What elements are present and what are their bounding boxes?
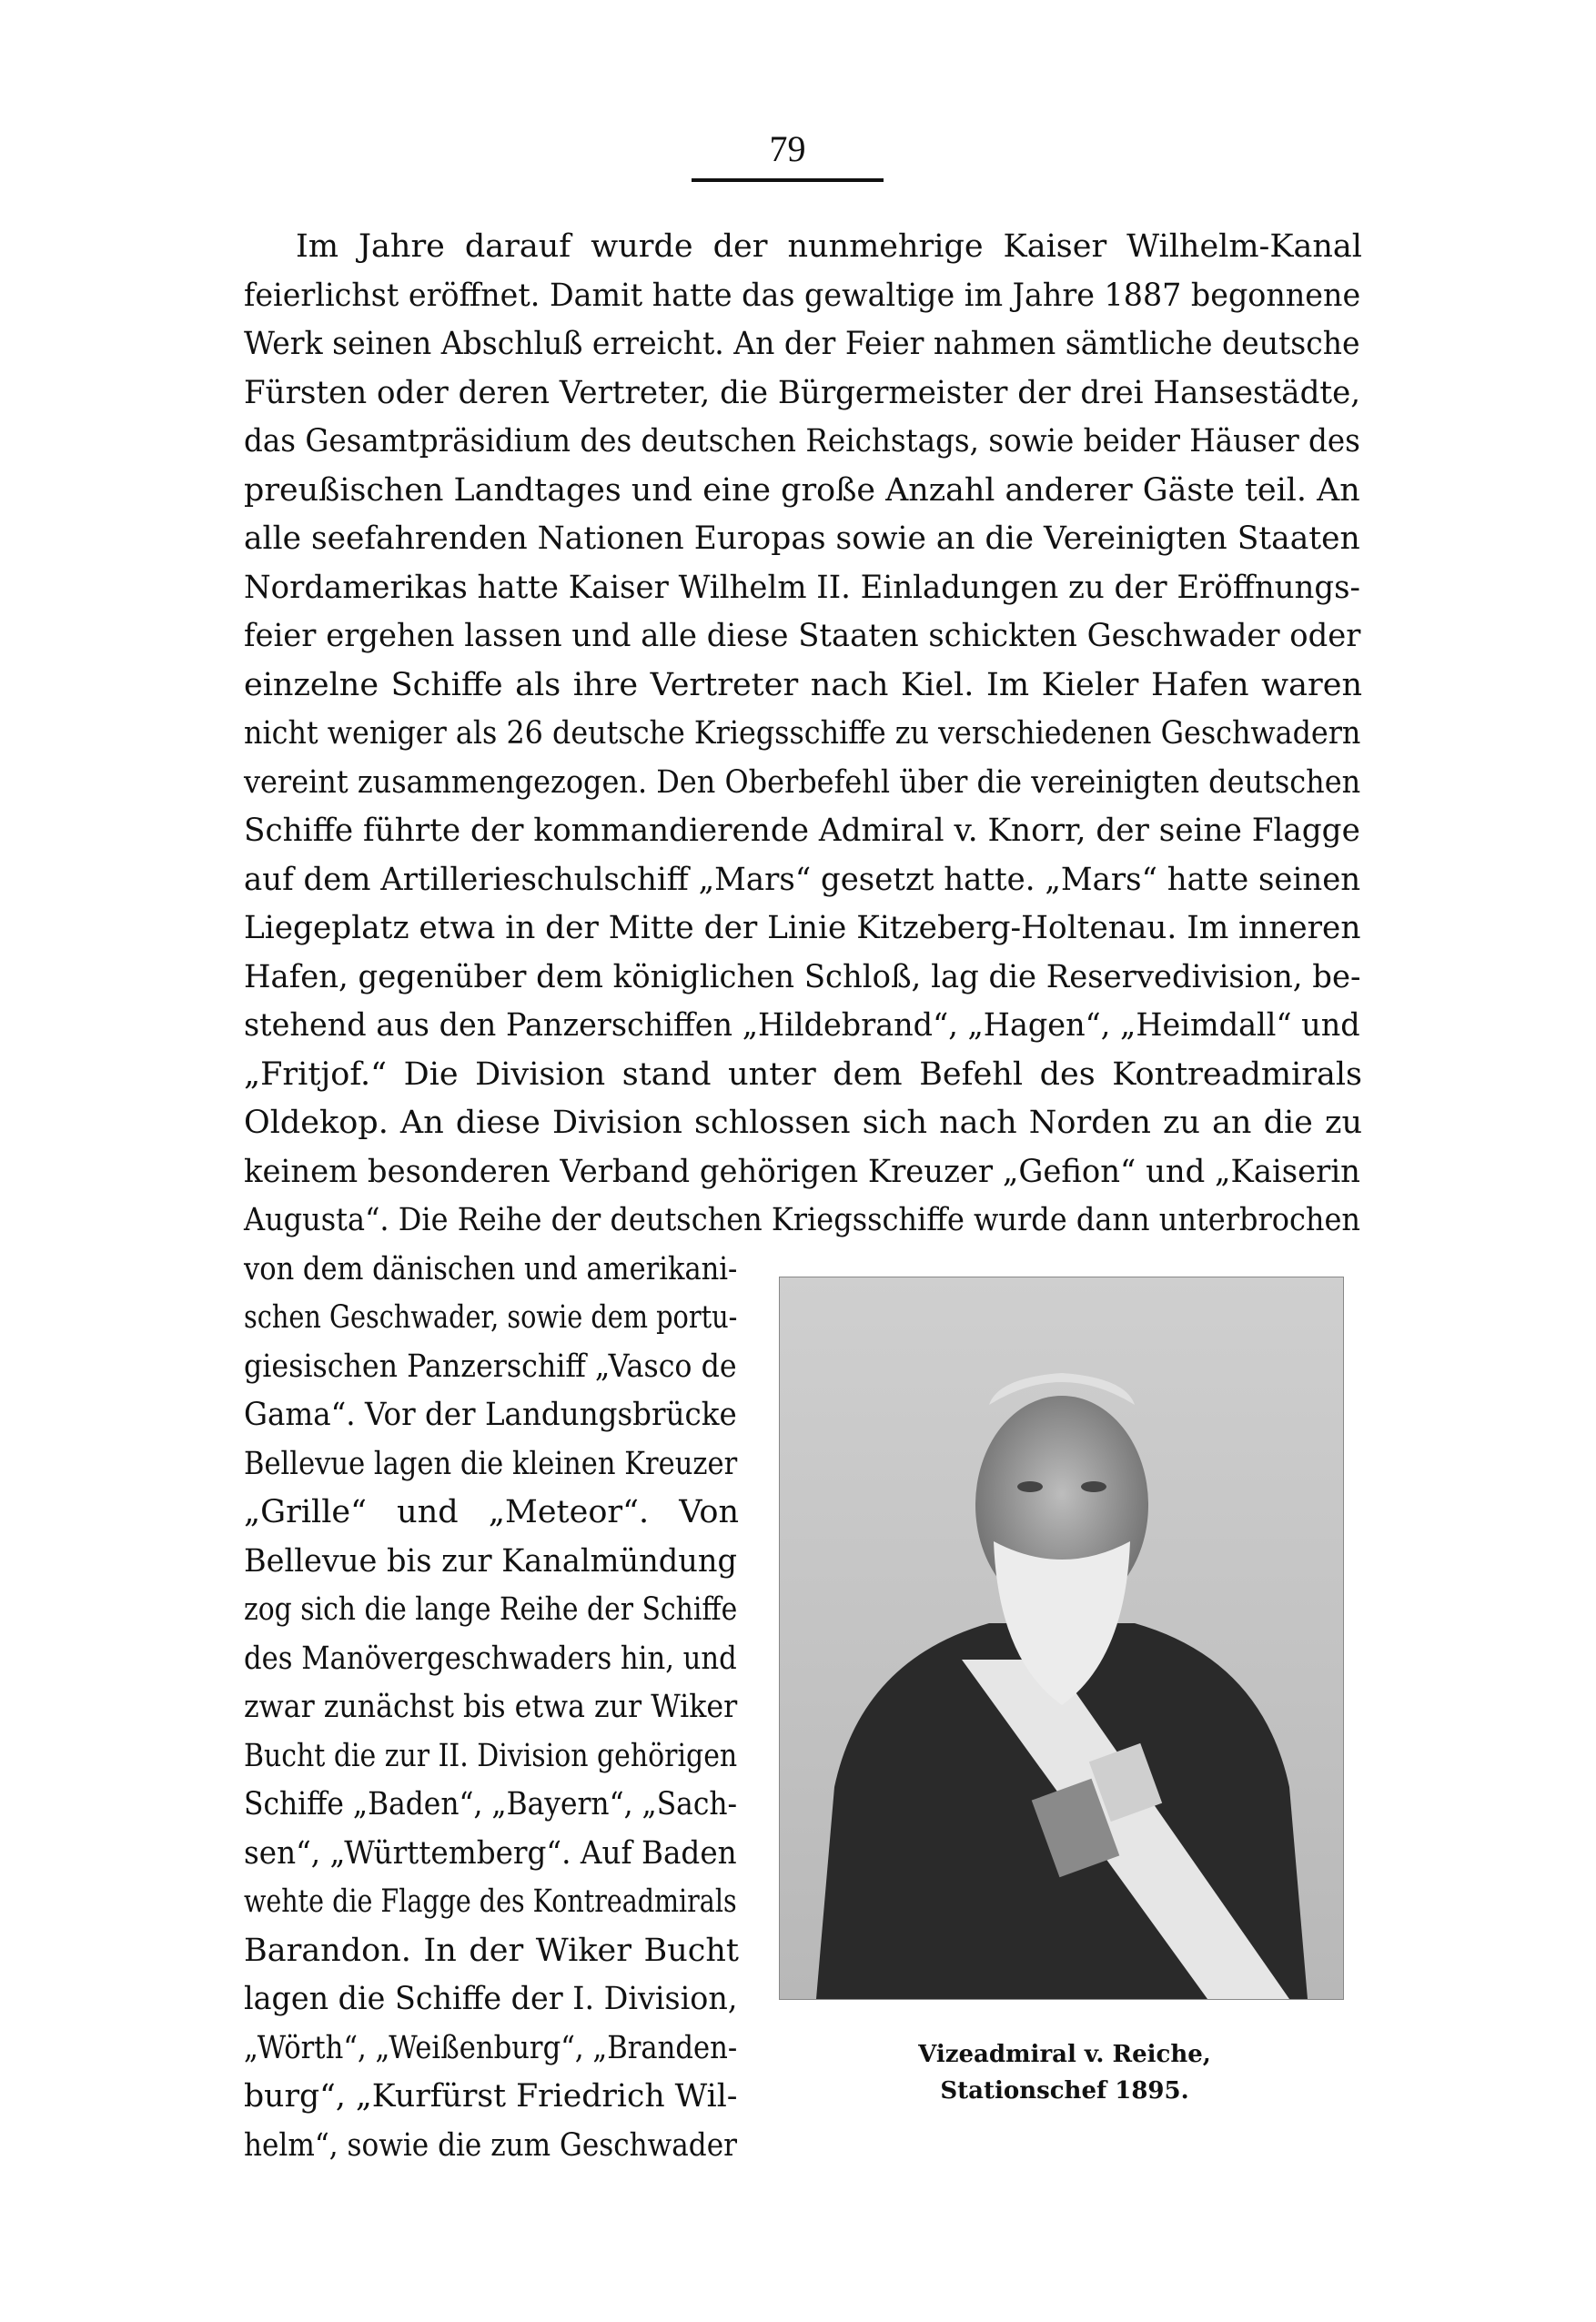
column-text-line: lagen die Schiffe der I. Division,: [244, 1981, 738, 2017]
text-line: keinem besonderen Verband gehörigen Kreuzer „Gefion“ und „Kaiserin: [244, 1153, 1360, 1190]
text-line: vereint zusammengezogen. Den Oberbefehl über die vereinigten deutschen: [244, 763, 1361, 801]
text-line: Oldekop. An diese Division schlossen sich nach Norden zu an die zu: [244, 1105, 1362, 1141]
header-rule: [692, 178, 884, 182]
page-number: 79: [769, 128, 806, 169]
text-line: feier ergehen lassen und alle diese Staaten schickten Geschwader oder: [244, 618, 1361, 654]
text-line: Werk seinen Abschluß erreicht. An der Feier nahmen sämtliche deutsche: [244, 326, 1360, 362]
column-text-line: Bellevue bis zur Kanalmündung: [244, 1542, 737, 1580]
column-text-line: Bucht die zur II. Division gehörigen: [244, 1737, 738, 1774]
text-line: „Fritjof.“ Die Division stand unter dem Befehl des Kontreadmirals: [244, 1055, 1362, 1093]
text-line: Hafen, gegenüber dem königlichen Schloß, lag die Reservedivision, be-: [244, 958, 1361, 995]
text-line: feierlichst eröffnet. Damit hatte das gewaltige im Jahre 1887 begonnene: [244, 277, 1361, 314]
caption-line: Stationschef 1895.: [940, 2077, 1189, 2105]
column-text-line: Barandon. In der Wiker Bucht: [244, 1932, 739, 1969]
column-text-line: giesischen Panzerschiff „Vasco de: [244, 1348, 737, 1385]
text-line: stehend aus den Panzerschiffen „Hildebrand“, „Hagen“, „Heimdall“ und: [244, 1007, 1360, 1044]
text-line: Augusta“. Die Reihe der deutschen Kriegsschiffe wurde dann unterbrochen: [244, 1202, 1361, 1238]
column-text-line: von dem dänischen und amerikani-: [244, 1250, 738, 1287]
text-line: Liegeplatz etwa in der Mitte der Linie Kitzeberg-Holtenau. Im inneren: [244, 910, 1361, 946]
caption-line: Vizeadmiral v. Reiche,: [918, 2041, 1211, 2068]
column-text-line: burg“, „Kurfürst Friedrich Wil-: [244, 2078, 738, 2115]
column-text-line: „Grille“ und „Meteor“. Von: [244, 1494, 739, 1530]
portrait-photo: [779, 1277, 1344, 2000]
text-line: auf dem Artillerieschulschiff „Mars“ gesetzt hatte. „Mars“ hatte seinen: [244, 861, 1361, 898]
text-line: alle seefahrenden Nationen Europas sowie an die Vereinigten Staaten: [244, 520, 1360, 557]
text-line: Fürsten oder deren Vertreter, die Bürgermeister der drei Hansestädte,: [244, 374, 1361, 411]
column-text-line: Bellevue lagen die kleinen Kreuzer: [244, 1445, 738, 1482]
text-line: preußischen Landtages und eine große Anzahl anderer Gäste teil. An: [244, 471, 1360, 509]
column-text-line: wehte die Flagge des Kontreadmirals: [244, 1883, 737, 1920]
text-line: nicht weniger als 26 deutsche Kriegsschiffe zu verschiedenen Geschwadern: [244, 715, 1361, 752]
text-line: Schiffe führte der kommandierende Admiral v. Knorr, der seine Flagge: [244, 813, 1360, 849]
photo-caption: [874, 2036, 1256, 2109]
column-text-line: Schiffe „Baden“, „Bayern“, „Sach-: [244, 1786, 738, 1822]
text-line: einzelne Schiffe als ihre Vertreter nach Kiel. Im Kieler Hafen waren: [244, 666, 1362, 703]
column-text-line: des Manövergeschwaders hin, und: [244, 1640, 737, 1677]
portrait-image: [780, 1277, 1343, 1999]
text-line: Nordamerikas hatte Kaiser Wilhelm II. Einladungen zu der Eröffnungs-: [244, 569, 1360, 606]
column-text-line: Gama“. Vor der Landungsbrücke: [244, 1397, 737, 1433]
text-line: Im Jahre darauf wurde der nunmehrige Kaiser Wilhelm-Kanal: [296, 228, 1362, 265]
column-text-line: sen“, „Württemberg“. Auf Baden: [244, 1834, 737, 1872]
column-text-line: zwar zunächst bis etwa zur Wiker: [244, 1689, 738, 1725]
column-text-line: „Wörth“, „Weißenburg“, „Branden-: [244, 2029, 738, 2066]
column-text-line: schen Geschwader, sowie dem portu-: [244, 1299, 738, 1336]
text-line: das Gesamtpräsidium des deutschen Reichstags, sowie beider Häuser des: [244, 423, 1360, 459]
column-text-line: zog sich die lange Reihe der Schiffe: [244, 1591, 738, 1628]
column-text-line: helm“, sowie die zum Geschwader: [244, 2126, 737, 2164]
